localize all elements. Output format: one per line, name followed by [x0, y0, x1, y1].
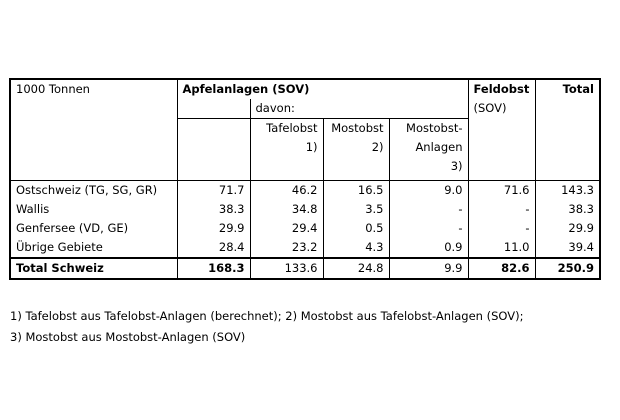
cell-total: 29.9 — [535, 219, 600, 238]
header-mostobst-anlagen-line1: Mostobst- — [406, 121, 463, 135]
cell-mostanl: - — [389, 219, 468, 238]
header-apfel-blank-2 — [177, 119, 250, 181]
header-mostobst-line2: 2) — [371, 140, 384, 154]
cell-total: 39.4 — [535, 238, 600, 258]
header-tafelobst — [250, 119, 323, 181]
total-region: Total Schweiz — [10, 258, 177, 279]
footnote-line-2: 3) Mostobst aus Mostobst-Anlagen (SOV) — [10, 330, 246, 344]
header-apfel-blank — [177, 99, 250, 119]
cell-apfel: 29.9 — [177, 219, 250, 238]
footnote-line-1: 1) Tafelobst aus Tafelobst-Anlagen (berechnet); 2) Mostobst aus Tafelobst-Anlagen (SOV); — [10, 309, 524, 323]
header-mostobst-line1: Mostobst — [331, 121, 384, 135]
header-row-1 — [10, 79, 600, 99]
row-region: Ostschweiz (TG, SG, GR) — [10, 181, 177, 201]
cell-most: 4.3 — [323, 238, 389, 258]
cell-tafel: 29.4 — [250, 219, 323, 238]
cell-total: 38.3 — [535, 200, 600, 219]
header-tafelobst-line1: Tafelobst — [266, 121, 318, 135]
total-total: 250.9 — [535, 258, 600, 279]
cell-mostanl: 9.0 — [389, 181, 468, 201]
fruit-harvest-table — [9, 78, 601, 280]
table-row — [10, 219, 600, 238]
cell-apfel: 28.4 — [177, 238, 250, 258]
header-feldobst-line1: Feldobst — [473, 82, 530, 96]
header-feldobst-line2: (SOV) — [473, 101, 507, 115]
group-header-apfelanlagen-text: Apfelanlagen (SOV) — [182, 82, 310, 96]
total-tafel: 133.6 — [250, 258, 323, 279]
table-row — [10, 181, 600, 201]
table-row — [10, 238, 600, 258]
group-header-apfelanlagen — [177, 79, 468, 99]
row-region: Übrige Gebiete — [10, 238, 177, 258]
header-feldobst — [468, 79, 535, 181]
header-mostobst-anlagen-line3: 3) — [450, 159, 463, 173]
footnotes — [10, 306, 523, 348]
cell-tafel: 46.2 — [250, 181, 323, 201]
header-tafelobst-line2: 1) — [305, 140, 318, 154]
cell-feld: - — [468, 219, 535, 238]
cell-feld: 71.6 — [468, 181, 535, 201]
header-mostobst-anlagen — [389, 119, 468, 181]
unit-label: 1000 Tonnen — [10, 79, 177, 181]
header-mostobst-anlagen-line2: Anlagen — [415, 140, 463, 154]
cell-most: 3.5 — [323, 200, 389, 219]
cell-apfel: 71.7 — [177, 181, 250, 201]
total-feld: 82.6 — [468, 258, 535, 279]
cell-total: 143.3 — [535, 181, 600, 201]
total-most: 24.8 — [323, 258, 389, 279]
cell-most: 0.5 — [323, 219, 389, 238]
table-row — [10, 200, 600, 219]
row-region: Wallis — [10, 200, 177, 219]
cell-mostanl: - — [389, 200, 468, 219]
cell-most: 16.5 — [323, 181, 389, 201]
total-apfel: 168.3 — [177, 258, 250, 279]
header-total: Total — [535, 79, 600, 181]
davon-label: davon: — [250, 99, 468, 119]
cell-apfel: 38.3 — [177, 200, 250, 219]
header-mostobst — [323, 119, 389, 181]
cell-mostanl: 0.9 — [389, 238, 468, 258]
cell-tafel: 34.8 — [250, 200, 323, 219]
row-region: Genfersee (VD, GE) — [10, 219, 177, 238]
cell-feld: - — [468, 200, 535, 219]
cell-tafel: 23.2 — [250, 238, 323, 258]
total-mostanl: 9.9 — [389, 258, 468, 279]
total-row — [10, 258, 600, 279]
cell-feld: 11.0 — [468, 238, 535, 258]
